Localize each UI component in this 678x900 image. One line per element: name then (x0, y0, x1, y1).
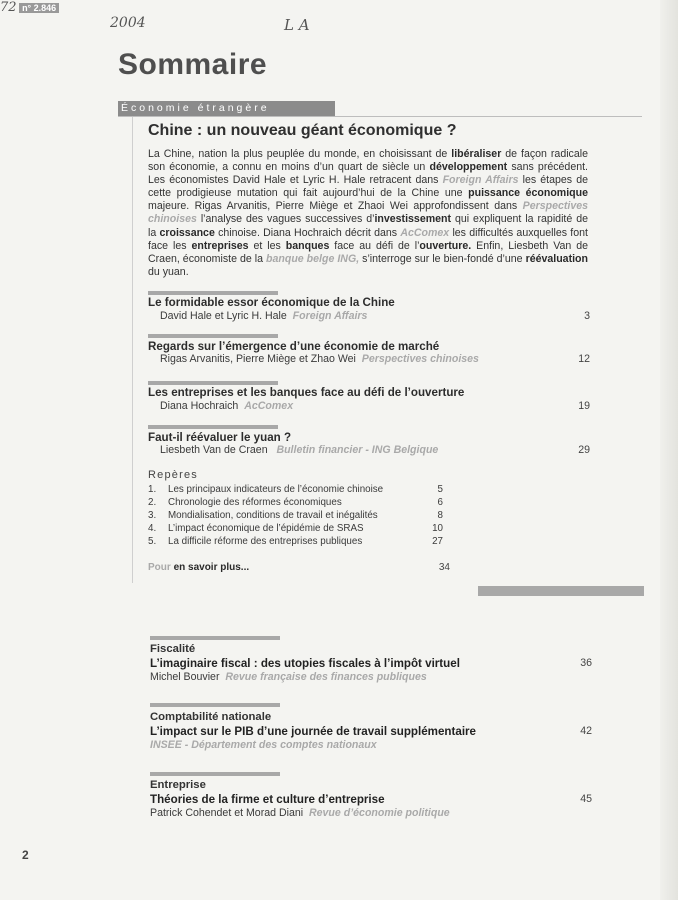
further-reading-page: 34 (438, 562, 450, 573)
intro-text: La Chine, nation la plus peuplée du monde, en choisissant de (148, 148, 452, 160)
handwritten-mark: L A (284, 16, 310, 34)
entry-authors: Patrick Cohendet et Morad Diani Revue d’économie politique (150, 807, 450, 819)
intro-emphasis: puissance économique (468, 187, 588, 200)
category-bar (150, 772, 280, 776)
article-title[interactable]: Les entreprises et les banques face au défi de l’ouverture (148, 386, 465, 399)
article-page: 3 (584, 310, 590, 322)
category-bar (150, 703, 280, 707)
article-title[interactable]: Faut-il réévaluer le yuan ? (148, 431, 292, 444)
intro-text: Enfin, Liesbeth Van de Craen, économiste de la (148, 239, 588, 265)
entry-page: 36 (580, 657, 592, 669)
section-label: Économie étrangère (118, 101, 335, 116)
intro-emphasis: réévaluation (525, 252, 588, 265)
article-page: 19 (578, 400, 590, 412)
category-label: Fiscalité (150, 643, 196, 655)
intro-emphasis: entreprises (191, 239, 249, 252)
entry-title[interactable]: L’imaginaire fiscal : des utopies fiscales à l’impôt virtuel (150, 657, 460, 670)
article-bar (148, 291, 278, 295)
intro-source: AcComex (400, 226, 450, 239)
intro-source: banque belge ING, (266, 252, 360, 265)
section-headline: Chine : un nouveau géant économique ? (148, 122, 457, 139)
entry-authors: Michel Bouvier Revue française des finances publiques (150, 671, 427, 683)
further-reading-link[interactable]: Pour en savoir plus... (148, 562, 250, 573)
section-rule (118, 116, 642, 117)
article-title[interactable]: Regards sur l’émergence d’une économie de marché (148, 340, 440, 353)
entry-authors: INSEE - Département des comptes nationaux (150, 739, 377, 751)
article-bar (148, 381, 278, 385)
article-authors: Rigas Arvanitis, Pierre Miège et Zhao Wei Perspectives chinoises (160, 353, 479, 365)
intro-text: et les (248, 239, 286, 252)
intro-text: majeure. Rigas Arvanitis, Pierre Miège et Zhaoi Wei approfondissent dans (148, 200, 523, 213)
intro-text: l’analyse des vagues successives d’ (196, 213, 375, 226)
intro-text: les étapes de cette prodigieuse mutation qui fait aujourd’hui de la Chine une (148, 174, 589, 200)
intro-text: sans précédent. Les économistes David Hale et Lyric H. Hale retracent dans (148, 161, 588, 187)
entry-page: 45 (580, 793, 592, 805)
intro-text: les difficultés auxquelles font face les (148, 226, 588, 252)
article-authors: David Hale et Lyric H. Hale Foreign Affairs (160, 310, 368, 322)
article-authors: Liesbeth Van de Craen Bulletin financier - ING Belgique (160, 444, 439, 456)
handwritten-year: 2004 (110, 15, 146, 31)
intro-text: du yuan. (148, 265, 189, 278)
page-edge-shadow (660, 0, 678, 900)
intro-text: face au défi de l’ (329, 239, 420, 252)
intro-emphasis: banques (285, 239, 330, 252)
page-number: 2 (22, 848, 29, 862)
intro-emphasis: libéraliser (451, 148, 502, 160)
intro-paragraph (148, 148, 588, 279)
entry-title[interactable]: L’impact sur le PIB d’une journée de travail supplémentaire (150, 725, 477, 738)
article-title[interactable]: Le formidable essor économique de la Chine (148, 296, 395, 309)
entry-page: 42 (580, 725, 592, 737)
category-label: Entreprise (150, 779, 206, 791)
intro-text: de façon radicale son économie, a connu en moins d’un quart de siècle un (148, 148, 588, 174)
article-page: 29 (578, 444, 590, 456)
article-bar (148, 425, 278, 429)
intro-text: s’interroge sur le bien-fondé d’une (359, 252, 526, 265)
page-title: Sommaire (118, 48, 268, 81)
intro-source: Perspectives chinoises (148, 200, 588, 226)
article-bar (148, 334, 278, 338)
reperes-title: Repères (148, 469, 198, 481)
issue-number: 72 n° 2.846 (0, 0, 59, 15)
intro-text: chinoise. Diana Hochraich décrit dans (214, 226, 401, 239)
entry-title[interactable]: Théories de la firme et culture d’entreprise (150, 793, 385, 806)
intro-emphasis: ouverture. (419, 239, 472, 252)
intro-text: qui expliquent la rapidité de la (148, 213, 588, 239)
intro-emphasis: croissance (159, 226, 215, 239)
category-bar (150, 636, 280, 640)
article-authors: Diana Hochraich AcComex (160, 400, 294, 412)
intro-emphasis: investissement (374, 213, 452, 226)
intro-emphasis: développement (429, 161, 508, 174)
section-left-rule (132, 117, 133, 583)
intro-source: Foreign Affairs (442, 174, 519, 187)
article-page: 12 (578, 353, 590, 365)
section-end-bar (478, 586, 644, 596)
category-label: Comptabilité nationale (150, 711, 272, 723)
